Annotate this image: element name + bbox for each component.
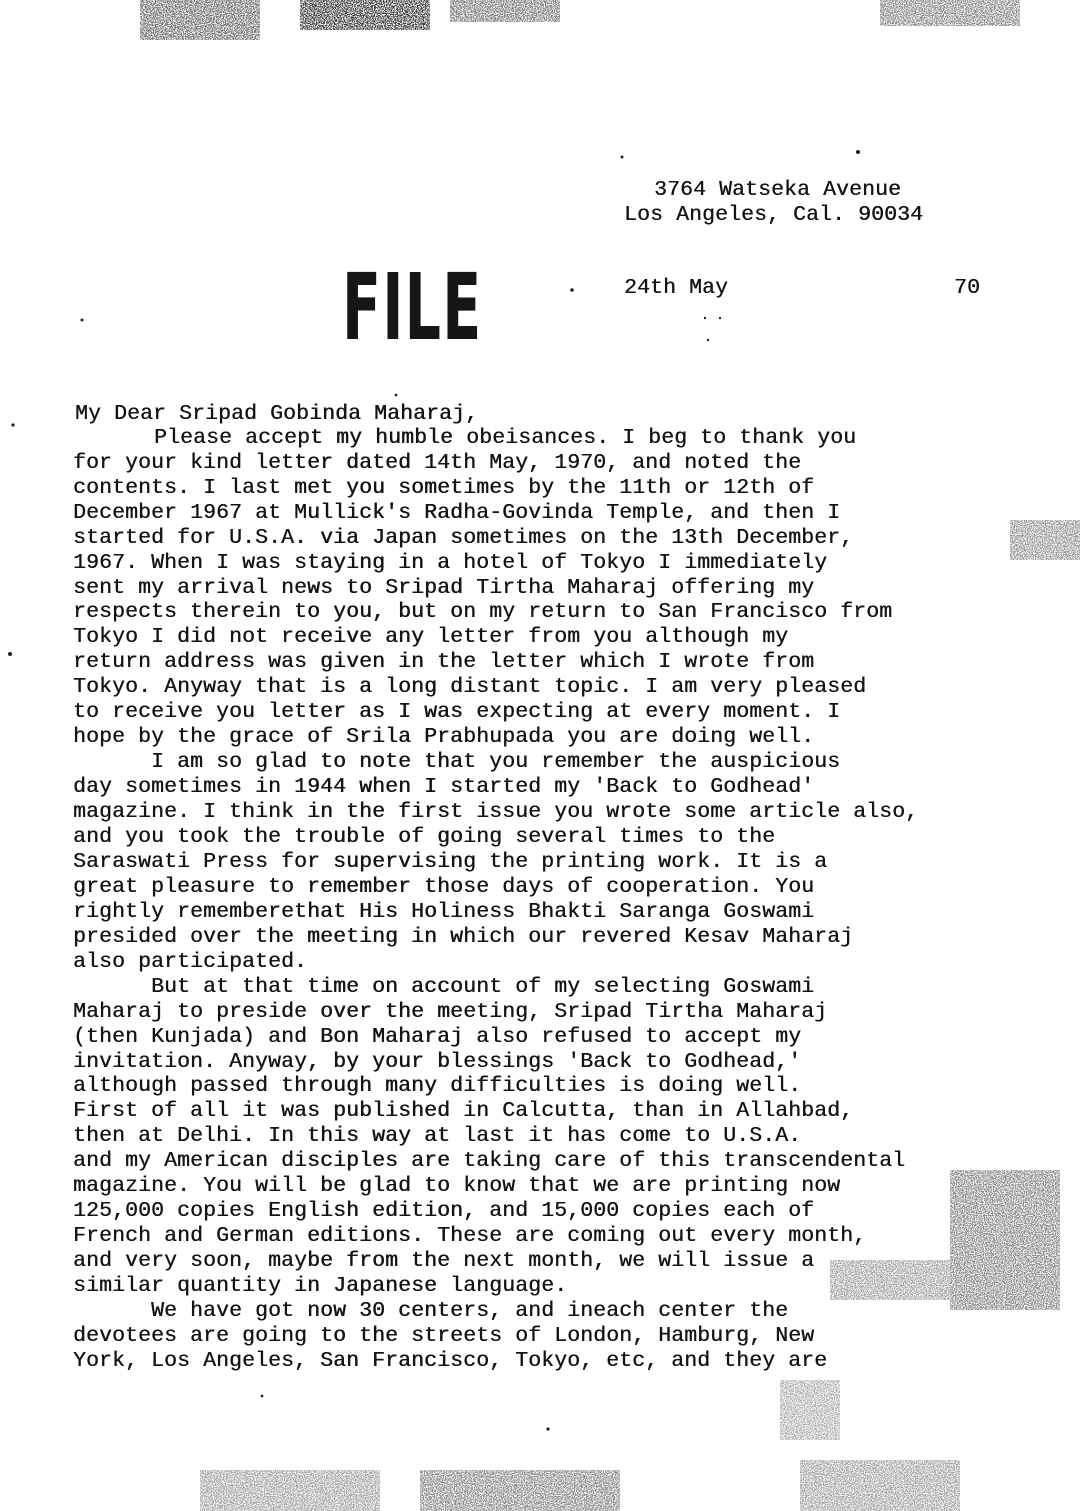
body-line: hope by the grace of Srila Prabhupada you are doing well. [73, 725, 815, 749]
body-line: Please accept my humble obeisances. I beg to thank you [76, 426, 857, 450]
body-line: sent my arrival news to Sripad Tirtha Maharaj offering my [73, 576, 815, 600]
body-line: Saraswati Press for supervising the printing work. It is a [73, 850, 828, 874]
body-line: return address was given in the letter which I wrote from [73, 650, 815, 674]
body-line: (then Kunjada) and Bon Maharaj also refused to accept my [73, 1025, 802, 1049]
body-line: day sometimes in 1944 when I started my 'Back to Godhead' [73, 775, 815, 799]
body-line: Tokyo. Anyway that is a long distant topic. I am very pleased [73, 675, 867, 699]
body-line: December 1967 at Mullick's Radha-Govinda Temple, and then I [73, 501, 841, 525]
body-line: invitation. Anyway, by your blessings 'Back to Godhead,' [73, 1050, 802, 1074]
body-line: rightly rememberethat His Holiness Bhakti Saranga Goswami [73, 900, 815, 924]
body-line: although passed through many difficulties is doing well. [73, 1074, 802, 1098]
body-line: and you took the trouble of going several times to the [73, 825, 776, 849]
body-line: then at Delhi. In this way at last it has come to U.S.A. [73, 1124, 802, 1148]
body-line: respects therein to you, but on my return to San Francisco from [73, 600, 893, 624]
body-line: and my American disciples are taking care of this transcendental [73, 1149, 906, 1173]
body-line: I am so glad to note that you remember the auspicious [73, 750, 841, 774]
file-stamp-text: FILE [342, 254, 483, 361]
body-line: 125,000 copies English edition, and 15,000 copies each of [73, 1199, 815, 1223]
body-line: But at that time on account of my selecting Goswami [73, 975, 815, 999]
body-line: contents. I last met you sometimes by the 11th or 12th of [73, 476, 815, 500]
body-line: magazine. I think in the first issue you wrote some article also, [73, 800, 919, 824]
body-line: to receive you letter as I was expecting at every moment. I [73, 700, 841, 724]
body-line: devotees are going to the streets of London, Hamburg, New [73, 1324, 815, 1348]
body-line: great pleasure to remember those days of cooperation. You [73, 875, 815, 899]
date-day-month: 24th May [624, 276, 729, 300]
date-year: 70 [954, 276, 981, 300]
body-line: also participated. [73, 950, 308, 974]
address-city: Los Angeles, Cal. 90034 [624, 203, 924, 227]
body-line: First of all it was published in Calcutta, than in Allahbad, [73, 1099, 854, 1123]
body-line: similar quantity in Japanese language. [73, 1274, 568, 1298]
file-stamp [342, 254, 492, 361]
body-line: and very soon, maybe from the next month, we will issue a [73, 1249, 815, 1273]
body-line: magazine. You will be glad to know that we are printing now [73, 1174, 841, 1198]
body-line: We have got now 30 centers, and ineach center the [73, 1299, 789, 1323]
body-line: Maharaj to preside over the meeting, Sripad Tirtha Maharaj [73, 1000, 828, 1024]
body-line: York, Los Angeles, San Francisco, Tokyo, etc, and they are [73, 1349, 828, 1373]
body-line: French and German editions. These are coming out every month, [73, 1224, 867, 1248]
address-street: 3764 Watseka Avenue [654, 178, 902, 202]
body-line: 1967. When I was staying in a hotel of Tokyo I immediately [73, 551, 828, 575]
body-line: started for U.S.A. via Japan sometimes on the 13th December, [73, 526, 854, 550]
body-line: for your kind letter dated 14th May, 1970, and noted the [73, 451, 802, 475]
body-line: Tokyo I did not receive any letter from you although my [73, 625, 789, 649]
salutation: My Dear Sripad Gobinda Maharaj, [75, 402, 479, 426]
body-line: presided over the meeting in which our revered Kesav Maharaj [73, 925, 854, 949]
